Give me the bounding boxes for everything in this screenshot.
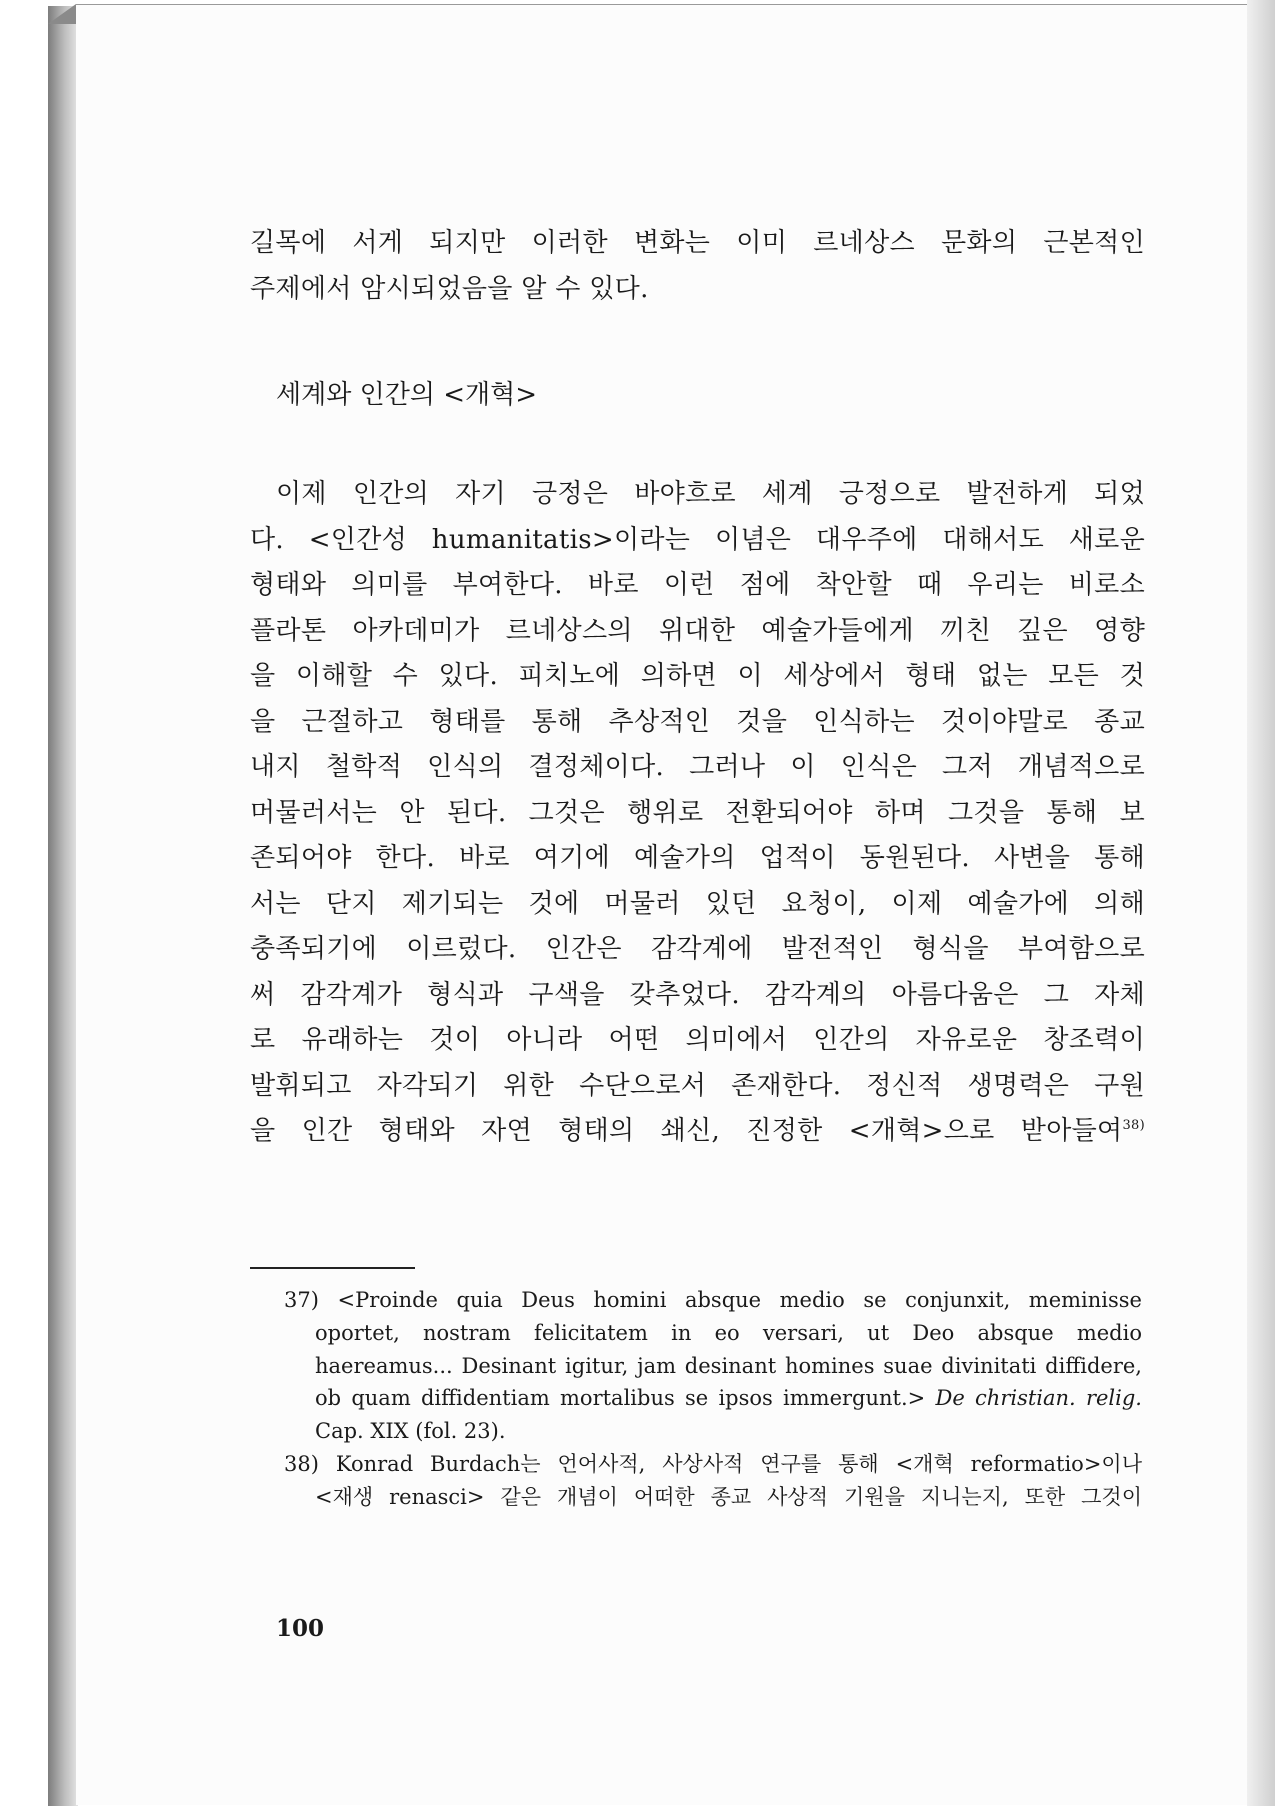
section-heading: 세계와 인간의 <개혁>: [276, 380, 538, 410]
text-line: 다. <인간성 humanitatis>이라는 이념은 대우주에 대해서도 새로운: [250, 524, 1145, 555]
text-line: 존되어야 한다. 바로 여기에 예술가의 업적이 동원된다. 사변을 통해: [250, 843, 1145, 873]
text-line: 서는 단지 제기되는 것에 머물러 있던 요청이, 이제 예술가에 의해: [250, 888, 1145, 919]
footnote-text: ob quam diffidentiam mortalibus se ipsos immergunt.>: [315, 1386, 926, 1411]
footnote-line: haereamus... Desinant igitur, jam desinant homines suae divinitati diffidere,: [315, 1353, 1142, 1378]
text-line: 써 감각계가 형식과 구색을 갖추었다. 감각계의 아름다움은 그 자체: [250, 979, 1145, 1010]
text-line: 내지 철학적 인식의 결정체이다. 그러나 이 인식은 그저 개념적으로: [250, 752, 1145, 782]
paragraph-continuation: [250, 221, 1145, 312]
text-line: 로 유래하는 것이 아니라 어떤 의미에서 인간의 자유로운 창조력이: [250, 1025, 1145, 1055]
text-line: 을 인간 형태와 자연 형태의 쇄신, 진정한 <개혁>으로 받아들여: [250, 1116, 1123, 1146]
text-line: 형태와 의미를 부여한다. 바로 이런 점에 착안할 때 우리는 비로소: [250, 570, 1145, 600]
page-corner-fold: [48, 4, 76, 24]
footnote-marker[interactable]: 38): [1122, 1118, 1145, 1133]
footnote-text: <Proinde quia Deus homini absque medio se conjunxit, meminisse: [337, 1288, 1142, 1312]
footnote-text: Konrad Burdach는 언어사적, 사상사적 연구를 통해 <개혁 reformatio>이나: [335, 1451, 1142, 1476]
citation-title: De christian. relig.: [935, 1386, 1142, 1411]
text-line: 을 이해할 수 있다. 피치노에 의하면 이 세상에서 형태 없는 모든 것: [250, 661, 1145, 691]
text-line: 머물러서는 안 된다. 그것은 행위로 전환되어야 하며 그것을 통해 보: [250, 797, 1145, 828]
body-paragraph: [250, 472, 1145, 1155]
text-line: 발휘되고 자각되기 위한 수단으로서 존재한다. 정신적 생명력은 구원: [250, 1070, 1145, 1101]
footnote-line: <재생 renasci> 같은 개념이 어떠한 종교 사상적 기원을 지니는지, 또한 그것이: [315, 1484, 1142, 1509]
footnote-38: [284, 1448, 1142, 1514]
footnote-line: Cap. XIX (fol. 23).: [315, 1419, 506, 1444]
footnotes: [284, 1284, 1142, 1514]
page-edge-right: [1247, 0, 1275, 1806]
text-line: 충족되기에 이르렀다. 인간은 감각계에 발전적인 형식을 부여함으로: [250, 934, 1145, 964]
page-number: 100: [276, 1615, 325, 1642]
footnote-line: [284, 1448, 1142, 1481]
footnote-number: 37): [284, 1288, 319, 1312]
footnote-line: [284, 1284, 1142, 1317]
text-line: 플라톤 아카데미가 르네상스의 위대한 예술가들에게 끼친 깊은 영향: [250, 615, 1145, 646]
footnote-line: [284, 1382, 1142, 1415]
text-line: 이제 인간의 자기 긍정은 바야흐로 세계 긍정으로 발전하게 되었: [276, 479, 1145, 509]
footnote-37: [284, 1284, 1142, 1448]
footnote-line: oportet, nostram felicitatem in eo versari, ut Deo absque medio: [315, 1320, 1142, 1345]
text-line: 을 근절하고 형태를 통해 추상적인 것을 인식하는 것이야말로 종교: [250, 706, 1145, 737]
text-line: 길목에 서게 되지만 이러한 변화는 이미 르네상스 문화의 근본적인: [250, 228, 1145, 258]
text-line-with-footnote: [250, 1109, 1145, 1155]
footnote-divider: [250, 1267, 415, 1269]
page-edge-left: [48, 6, 78, 1806]
text-line: 주제에서 암시되었음을 알 수 있다.: [250, 273, 649, 304]
footnote-number: 38): [284, 1451, 319, 1476]
